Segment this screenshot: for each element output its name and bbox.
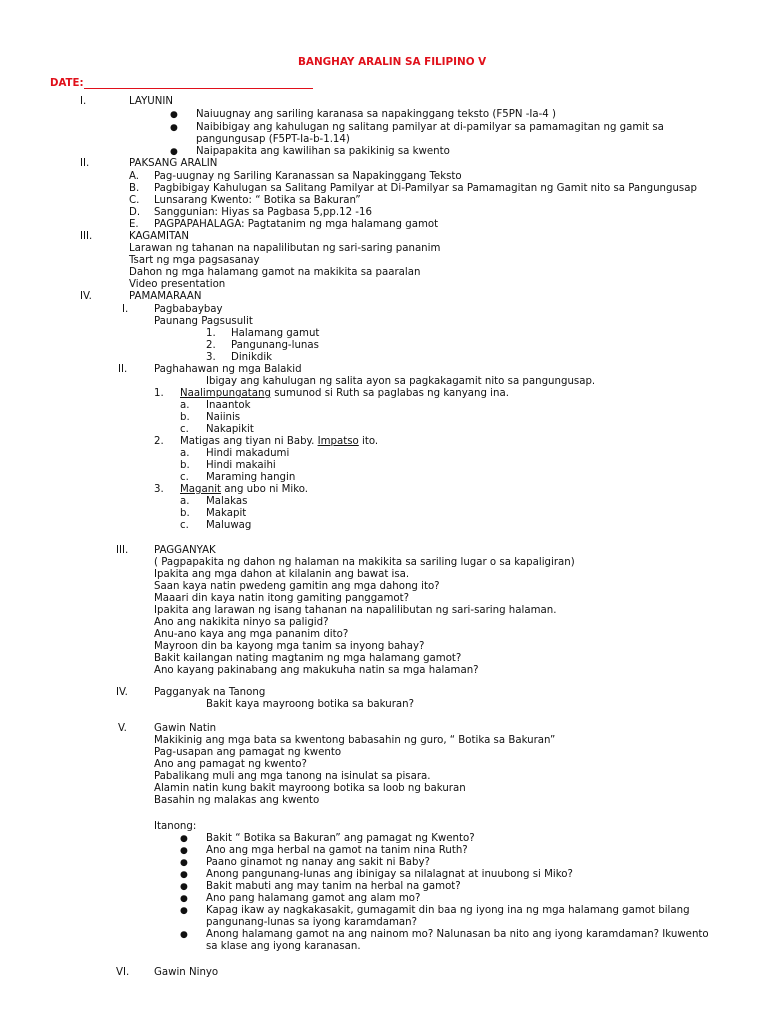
bullet-icon: ●: [180, 834, 188, 844]
list-item: Pagbibigay Kahulugan sa Salitang Pamilyar at Di-Pamilyar sa Pamamagitan ng Gamit nito sa Pangungusap: [154, 183, 697, 194]
choice-text: Nakapikit: [206, 424, 254, 435]
section-heading: PAKSANG ARALIN: [129, 158, 218, 169]
activity-line: Basahin ng malakas ang kwento: [154, 795, 320, 806]
material-item: Larawan ng tahanan na napalilibutan ng sari-saring pananim: [129, 243, 441, 254]
subsection-heading: Paghahawan ng mga Balakid: [154, 364, 302, 375]
objective-item: Naipapakita ang kawilihan sa pakikinig sa kwento: [196, 146, 450, 157]
discussion-question: Anong pangunang-lunas ang ibinigay sa nilalagnat at inuubong si Miko?: [206, 869, 573, 880]
motivation-question: Bakit kaya mayroong botika sa bakuran?: [206, 699, 415, 710]
choice-text: Maluwag: [206, 520, 252, 531]
material-item: Video presentation: [129, 279, 226, 290]
section-number: I.: [80, 96, 87, 107]
choice-text: Hindi makadumi: [206, 448, 290, 459]
choice-text: Makapit: [206, 508, 247, 519]
choice-letter: c.: [180, 472, 189, 483]
discussion-question: Paano ginamot ng nanay ang sakit ni Baby?: [206, 857, 430, 868]
choice-letter: c.: [180, 520, 189, 531]
subsection-number: II.: [118, 364, 128, 375]
discussion-question: Kapag ikaw ay nagkakasakit, gumagamit din baa ng iyong ina ng mga halamang gamot bilang: [206, 905, 690, 916]
vocab-question: Matigas ang tiyan ni Baby. Impatso ito.: [180, 436, 379, 447]
choice-text: Inaantok: [206, 400, 251, 411]
motivation-line: Ano ang nakikita ninyo sa paligid?: [154, 617, 329, 628]
document-title: BANGHAY ARALIN SA FILIPINO V: [298, 56, 487, 68]
section-heading: KAGAMITAN: [129, 231, 189, 242]
choice-text: Malakas: [206, 496, 248, 507]
vocab-question: Maganit ang ubo ni Miko.: [180, 484, 309, 495]
list-marker: C.: [129, 195, 140, 206]
discussion-question: Ano pang halamang gamot ang alam mo?: [206, 893, 421, 904]
list-marker: 2.: [206, 340, 216, 351]
discussion-question: Bakit “ Botika sa Bakuran” ang pamagat ng Kwento?: [206, 833, 475, 844]
spelling-word: Pangunang-lunas: [231, 340, 319, 351]
subsection-number: III.: [116, 545, 129, 556]
motivation-line: Ipakita ang mga dahon at kilalanin ang bawat isa.: [154, 569, 410, 580]
choice-letter: b.: [180, 508, 190, 519]
motivation-line: Maaari din kaya natin itong gamiting panggamot?: [154, 593, 410, 604]
bullet-icon: ●: [180, 846, 188, 856]
discussion-question: Anong halamang gamot na ang nainom mo? Nalunasan ba nito ang iyong karamdaman? Ikuwento: [206, 929, 709, 940]
vocab-question: Naalimpungatang sumunod si Ruth sa paglabas ng kanyang ina.: [180, 388, 509, 399]
date-label: DATE:: [50, 78, 84, 89]
activity-line: Pag-usapan ang pamagat ng kwento: [154, 747, 342, 758]
section-number: III.: [80, 231, 93, 242]
choice-text: Hindi makaihi: [206, 460, 276, 471]
discussion-question-cont: pangunang-lunas sa iyong karamdaman?: [206, 917, 418, 928]
bullet-icon: ●: [170, 110, 178, 120]
subsection-number: IV.: [116, 687, 128, 698]
discussion-question-cont: sa klase ang iyong karanasan.: [206, 941, 361, 952]
motivation-line: Anu-ano kaya ang mga pananim dito?: [154, 629, 349, 640]
objective-item-cont: pangungusap (F5PT-Ia-b-1.14): [196, 134, 350, 145]
subsection-heading: PAGGANYAK: [154, 545, 216, 556]
list-marker: B.: [129, 183, 140, 194]
bullet-icon: ●: [180, 882, 188, 892]
list-item: PAGPAPAHALAGA: Pagtatanim ng mga halamang gamot: [154, 219, 439, 230]
list-item: Lunsarang Kwento: “ Botika sa Bakuran”: [154, 195, 361, 206]
spelling-word: Dinikdik: [231, 352, 273, 363]
subsection-number: V.: [118, 723, 127, 734]
motivation-line: Mayroon din ba kayong mga tanim sa inyong bahay?: [154, 641, 425, 652]
list-marker: 1.: [206, 328, 216, 339]
choice-letter: c.: [180, 424, 189, 435]
bullet-icon: ●: [170, 123, 178, 133]
objective-item: Naibibigay ang kahulugan ng salitang pamilyar at di-pamilyar sa pamamagitan ng gamit sa: [196, 122, 664, 133]
list-marker: 3.: [154, 484, 164, 495]
choice-letter: b.: [180, 460, 190, 471]
vocab-word: Maganit: [180, 484, 222, 495]
choice-text: Naiinis: [206, 412, 241, 423]
objective-item: Naiuugnay ang sariling karanasa sa napakinggang teksto (F5PN -Ia-4 ): [196, 109, 556, 120]
vocab-word: Naalimpungatang: [180, 388, 271, 399]
choice-letter: a.: [180, 496, 190, 507]
activity-line: Alamin natin kung bakit mayroong botika sa loob ng bakuran: [154, 783, 466, 794]
bullet-icon: ●: [180, 858, 188, 868]
vocab-word: Impatso: [317, 436, 359, 447]
bullet-icon: ●: [170, 147, 178, 157]
motivation-line: Bakit kailangan nating magtanim ng mga halamang gamot?: [154, 653, 462, 664]
choice-letter: b.: [180, 412, 190, 423]
motivation-line: Ano kayang pakinabang ang makukuha natin sa mga halaman?: [154, 665, 479, 676]
section-number: II.: [80, 158, 90, 169]
choice-letter: a.: [180, 448, 190, 459]
section-heading: LAYUNIN: [129, 96, 174, 107]
choice-letter: a.: [180, 400, 190, 411]
list-marker: 2.: [154, 436, 164, 447]
section-heading: PAMAMARAAN: [129, 291, 202, 302]
bullet-icon: ●: [180, 906, 188, 916]
bullet-icon: ●: [180, 930, 188, 940]
activity-line: Pabalikang muli ang mga tanong na isinulat sa pisara.: [154, 771, 431, 782]
list-marker: E.: [129, 219, 139, 230]
bullet-icon: ●: [180, 894, 188, 904]
motivation-line: ( Pagpapakita ng dahon ng halaman na makikita sa sariling lugar o sa kapaligiran): [154, 557, 575, 568]
section-number: IV.: [80, 291, 92, 302]
discussion-question: Ano ang mga herbal na gamot na tanim nina Ruth?: [206, 845, 468, 856]
spelling-word: Halamang gamut: [231, 328, 320, 339]
instruction: Ibigay ang kahulugan ng salita ayon sa pagkakagamit nito sa pangungusap.: [206, 376, 596, 387]
motivation-line: Ipakita ang larawan ng isang tahanan na napalilibutan ng sari-saring halaman.: [154, 605, 557, 616]
subsection-heading: Gawin Ninyo: [154, 967, 219, 978]
subsection-heading: Pagbabaybay: [154, 304, 223, 315]
discussion-question: Bakit mabuti ang may tanim na herbal na gamot?: [206, 881, 461, 892]
list-item: Sanggunian: Hiyas sa Pagbasa 5,pp.12 -16: [154, 207, 372, 218]
itanong-label: Itanong:: [154, 821, 197, 832]
activity-line: Makikinig ang mga bata sa kwentong babasahin ng guro, “ Botika sa Bakuran”: [154, 735, 556, 746]
subsection-number: VI.: [116, 967, 130, 978]
material-item: Tsart ng mga pagsasanay: [129, 255, 260, 266]
list-marker: 1.: [154, 388, 164, 399]
subsection-subheading: Paunang Pagsusulit: [154, 316, 253, 327]
material-item: Dahon ng mga halamang gamot na makikita sa paaralan: [129, 267, 421, 278]
list-marker: D.: [129, 207, 141, 218]
date-underline: [84, 88, 313, 89]
choice-text: Maraming hangin: [206, 472, 296, 483]
subsection-number: I.: [122, 304, 129, 315]
subsection-heading: Gawin Natin: [154, 723, 217, 734]
bullet-icon: ●: [180, 870, 188, 880]
subsection-heading: Pagganyak na Tanong: [154, 687, 266, 698]
motivation-line: Saan kaya natin pwedeng gamitin ang mga dahong ito?: [154, 581, 440, 592]
list-marker: 3.: [206, 352, 216, 363]
list-item: Pag-uugnay ng Sariling Karanassan sa Napakinggang Teksto: [154, 171, 462, 182]
activity-line: Ano ang pamagat ng kwento?: [154, 759, 307, 770]
list-marker: A.: [129, 171, 140, 182]
